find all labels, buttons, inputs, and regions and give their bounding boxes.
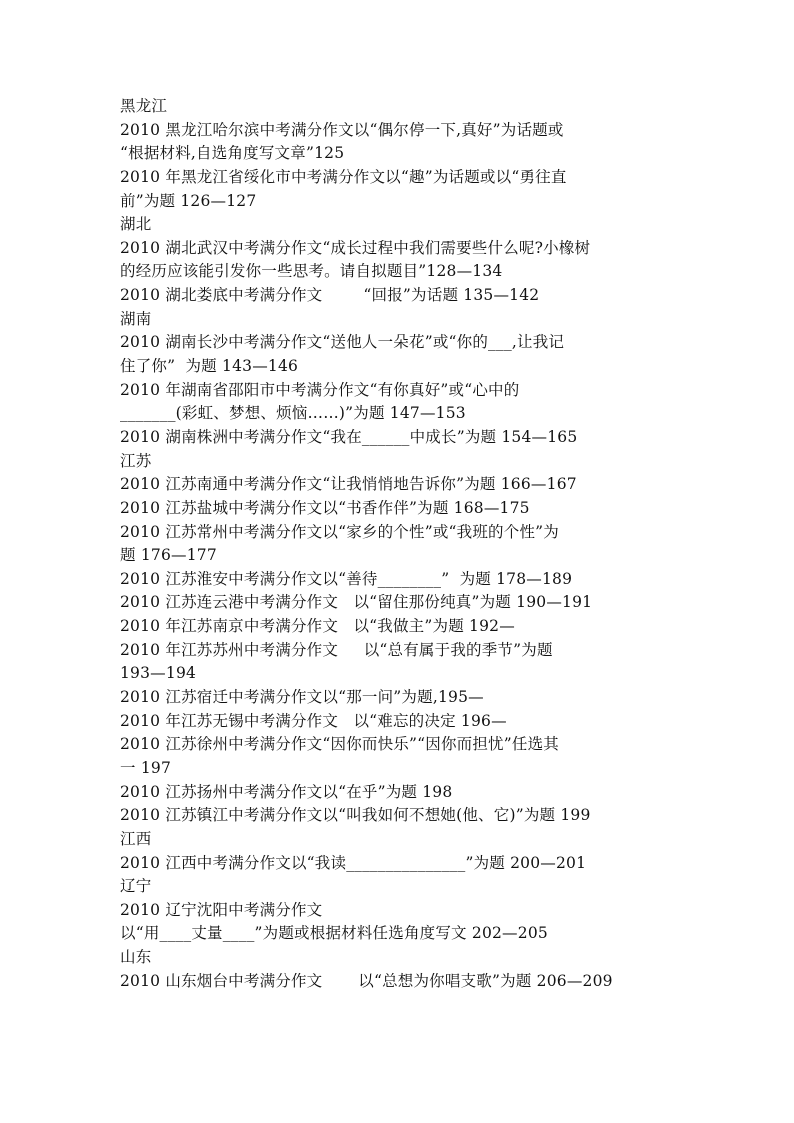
list-item: 前”为题 126—127: [120, 191, 257, 210]
list-item: 2010 年湖南省邵阳市中考满分作文“有你真好”或“心中的: [120, 380, 520, 399]
list-item: 2010 年江苏无锡中考满分作文 以“难忘的决定 196—: [120, 711, 507, 730]
list-item: 题 176—177: [120, 546, 217, 565]
list-item: 2010 黑龙江哈尔滨中考满分作文以“偶尔停一下,真好”为话题或: [120, 120, 564, 139]
list-item: 2010 湖南株洲中考满分作文“我在______中成长”为题 154—165: [120, 427, 578, 446]
list-item: 2010 江苏常州中考满分作文以“家乡的个性”或“我班的个性”为: [120, 522, 559, 541]
list-item: 2010 湖北娄底中考满分作文 “回报”为话题 135—142: [120, 286, 540, 305]
list-item: _______(彩虹、梦想、烦恼……)”为题 147—153: [120, 404, 466, 423]
list-item: “根据材料,自选角度写文章”125: [120, 144, 345, 163]
list-item: 2010 江苏徐州中考满分作文“因你而快乐”“因你而担忧”任选其: [120, 735, 559, 754]
list-item: 193—194: [120, 664, 197, 683]
list-item: 2010 江苏扬州中考满分作文以“在乎”为题 198: [120, 782, 453, 801]
province-heading-heilongjiang: 黑龙江: [120, 97, 168, 115]
list-item: 的经历应该能引发你一些思考。请自拟题目”128—134: [120, 262, 503, 281]
list-item: 2010 湖南长沙中考满分作文“送他人一朵花”或“你的___,让我记: [120, 333, 565, 352]
list-item: 2010 年江苏苏州中考满分作文 以“总有属于我的季节”为题: [120, 640, 553, 659]
province-heading-jiangxi: 江西: [120, 829, 152, 848]
list-item: 2010 年江苏南京中考满分作文 以“我做主”为题 192—: [120, 617, 515, 636]
list-item: 2010 辽宁沈阳中考满分作文: [120, 900, 323, 919]
province-heading-hubei: 湖北: [120, 215, 152, 234]
document-content: [120, 95, 700, 993]
list-item: 2010 年黑龙江省绥化市中考满分作文以“趣”为话题或以“勇往直: [120, 167, 567, 186]
list-item: 2010 江苏南通中考满分作文“让我悄悄地告诉你”为题 166—167: [120, 475, 577, 494]
list-item: 2010 江西中考满分作文以“我读_______________”为题 200—201: [120, 853, 587, 872]
list-item: 2010 江苏宿迁中考满分作文以“那一问”为题,195—: [120, 688, 484, 707]
province-heading-liaoning: 辽宁: [120, 877, 152, 896]
list-item: 住了你” 为题 143—146: [120, 357, 299, 376]
province-heading-jiangsu: 江苏: [120, 451, 152, 470]
list-item: 一 197: [120, 758, 172, 777]
province-heading-hunan: 湖南: [120, 309, 152, 328]
list-item: 2010 江苏镇江中考满分作文以“叫我如何不想她(他、它)”为题 199: [120, 806, 591, 825]
list-item: 2010 湖北武汉中考满分作文“成长过程中我们需要些什么呢?小橡树: [120, 238, 591, 257]
list-item: 以“用____丈量____”为题或根据材料任选角度写文 202—205: [120, 924, 548, 943]
list-item: 2010 江苏盐城中考满分作文以“书香作伴”为题 168—175: [120, 498, 530, 517]
list-item: 2010 江苏连云港中考满分作文 以“留住那份纯真”为题 190—191: [120, 593, 593, 612]
list-item: 2010 江苏淮安中考满分作文以“善待________” 为题 178—189: [120, 569, 573, 588]
list-item: 2010 山东烟台中考满分作文 以“总想为你唱支歌”为题 206—209: [120, 971, 613, 990]
province-heading-shandong: 山东: [120, 948, 152, 967]
